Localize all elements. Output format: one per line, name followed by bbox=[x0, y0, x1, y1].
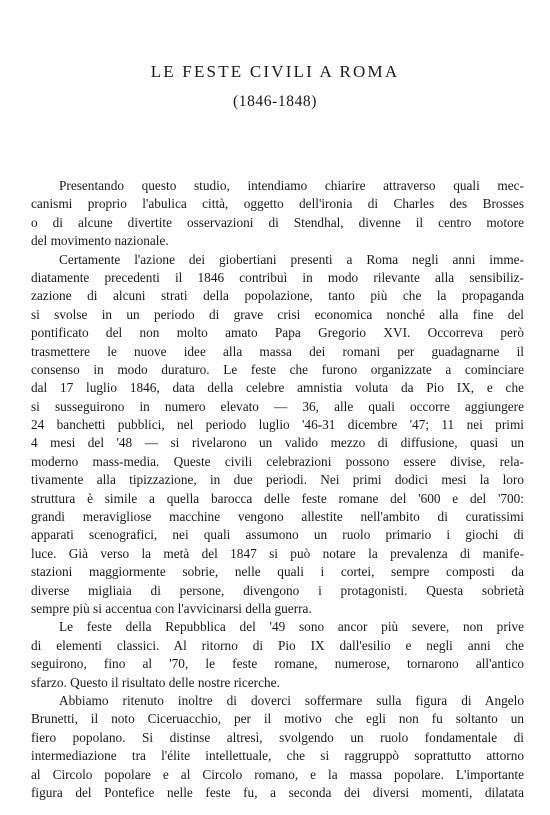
paragraph bbox=[31, 177, 524, 251]
text-line: pontificato del non molto amato Papa Gregorio XVI. Occorreva però bbox=[31, 325, 524, 341]
text-line: zazione di alcuni strati della popolazione, tanto più che la propaganda bbox=[31, 288, 524, 304]
text-line: Abbiamo ritenuto inoltre di doverci soffermare sulla figura di Angelo bbox=[59, 692, 524, 708]
text-line: di elementi classici. Al ritorno di Pio IX dall'esilio e negli anni che bbox=[31, 637, 524, 653]
paragraph bbox=[31, 251, 524, 619]
text-line: struttura è simile a quella barocca delle feste romane del '600 e del '700: bbox=[31, 490, 524, 506]
text-line: diatamente precedenti il 1846 contribuì in modo rilevante alla sensibiliz- bbox=[31, 269, 524, 285]
page-subtitle: (1846-1848) bbox=[232, 93, 318, 110]
text-line: figura del Pontefice nelle feste fu, a seconda dei diversi momenti, dilatata bbox=[31, 784, 524, 800]
text-line: trasmettere le nuove idee alla massa dei romani per guadagnarne il bbox=[31, 343, 524, 359]
text-line: sfarzo. Questo il risultato delle nostre ricerche. bbox=[31, 674, 280, 690]
text-line: al Circolo popolare e al Circolo romano, e la massa popolare. L'importante bbox=[31, 766, 524, 782]
text-line: consenso in modo duraturo. Le feste che furono organizzate a cominciare bbox=[31, 361, 524, 377]
text-line: sempre più si accentua con l'avvicinarsi della guerra. bbox=[31, 600, 312, 616]
text-line: diverse migliaia di persone, divengono i protagonisti. Questa sobrietà bbox=[31, 582, 524, 598]
text-line: intermediazione tra l'élite intellettuale, che si raggruppò soprattutto attorno bbox=[31, 748, 524, 764]
text-line: fiero popolano. Si distinse altresì, svolgendo un ruolo fondamentale di bbox=[31, 729, 524, 745]
text-line: stazioni maggiormente sobrie, nelle quali i cortei, sempre composti da bbox=[31, 564, 524, 580]
text-line: apparati scenografici, nei quali assumono un ruolo primario i giochi di bbox=[31, 527, 524, 543]
text-line: Presentando questo studio, intendiamo chiarire attraverso quali mec- bbox=[59, 178, 524, 193]
text-line: 24 banchetti pubblici, nel periodo luglio '46-31 dicembre '47; 11 nei primi bbox=[31, 417, 524, 433]
text-line: moderno mass-media. Queste civili celebrazioni possono essere divise, rela- bbox=[31, 453, 524, 469]
paragraph bbox=[31, 692, 524, 802]
paragraph bbox=[31, 618, 524, 692]
text-line: o di alcune divertite osservazioni di Stendhal, divenne il centro motore bbox=[31, 214, 524, 230]
text-line: Le feste della Repubblica del '49 sono ancor più severe, non prive bbox=[59, 619, 524, 635]
text-line: Certamente l'azione dei giobertiani presenti a Roma negli anni imme- bbox=[59, 251, 524, 267]
text-line: tivamente alla tipizzazione, in due periodi. Nei primi dodici mesi la loro bbox=[31, 472, 524, 488]
text-line: 4 mesi del '48 — si rivelarono un valido mezzo di diffusione, quasi un bbox=[31, 435, 524, 451]
page-title: LE FESTE CIVILI A ROMA bbox=[150, 62, 400, 81]
text-line: luce. Già verso la metà del 1847 si può notare la prevalenza di manife- bbox=[31, 545, 524, 561]
text-line: grandi meravigliose macchine vengono allestite nell'ambito di curatissimi bbox=[31, 509, 524, 525]
text-line: del movimento nazionale. bbox=[31, 233, 169, 249]
text-line: seguirono, fino al '70, le feste romane, numerose, tornarono all'antico bbox=[31, 656, 524, 672]
text-line: Brunetti, il noto Ciceruacchio, per il motivo che egli non fu soltanto un bbox=[31, 711, 524, 727]
body-text bbox=[31, 177, 524, 802]
text-line: canismi proprio l'abulica città, oggetto dell'ironia di Charles des Brosses bbox=[31, 196, 524, 212]
text-line: dal 17 luglio 1846, data della celebre amnistia voluta da Pio IX, e che bbox=[31, 380, 524, 396]
text-line: si susseguirono in numero elevato — 36, alle quali occorre aggiungere bbox=[31, 398, 524, 414]
text-line: si svolse in un periodo di grave crisi economica nonché alla fine del bbox=[31, 306, 524, 322]
